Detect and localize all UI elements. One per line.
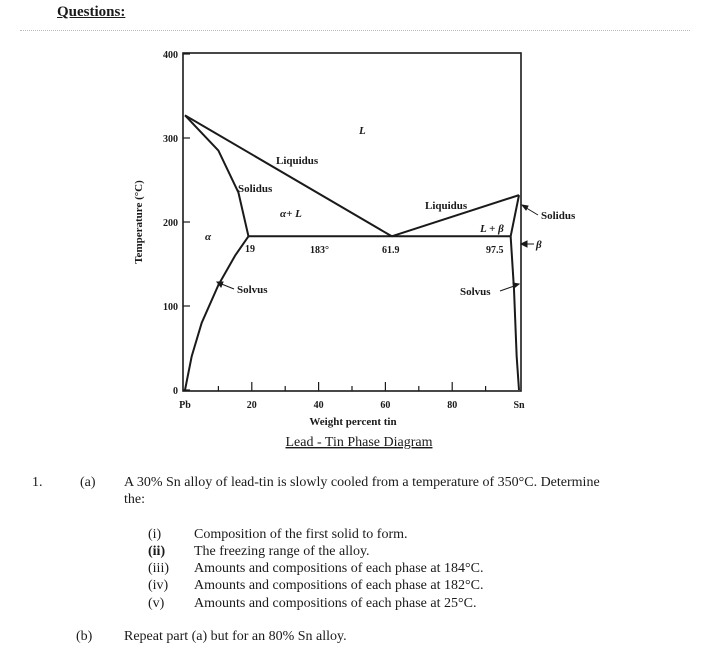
item-number: (v) [148,596,165,611]
eutectic-temperature-value: 183° [310,245,329,256]
x-tick-label: 20 [246,400,257,411]
item-text: The freezing range of the alloy. [194,544,370,559]
part-a-text-line1: A 30% Sn alloy of lead-tin is slowly cooled from a temperature of 350°C. Determine [124,475,600,490]
alpha-region-label: α [205,231,212,243]
part-b-label: (b) [76,629,93,644]
plot-frame [183,53,521,391]
y-axis-label: Temperature (°C) [133,180,145,264]
y-tick-label: 200 [163,218,178,229]
beta-eutectic-value: 97.5 [486,245,504,256]
y-tick-label: 100 [163,302,178,313]
part-a-text-line2: the: [124,492,145,507]
solidus-right-label: Solidus [541,210,576,222]
beta-region-label: β [536,239,542,251]
item-number: (iv) [148,578,169,593]
x-tick-label: Pb [179,400,191,411]
phase-boundary-line [511,236,519,390]
questions-heading: Questions: [57,4,126,20]
phase-boundaries [185,115,519,390]
question-number: 1. [32,475,43,490]
solvus-right-label: Solvus [460,286,491,298]
item-number: (iii) [148,561,169,576]
x-tick-label: 80 [447,400,458,411]
x-tick-label: 40 [313,400,324,411]
phase-boundary-line [185,236,248,390]
item-text: Composition of the first solid to form. [194,527,408,542]
liquid-region-label: L [359,125,366,137]
item-text: Amounts and compositions of each phase at 182°C. [194,578,484,593]
eutectic-composition-value: 61.9 [382,245,400,256]
figure-caption: Lead - Tin Phase Diagram [285,435,433,450]
liquidus-left-label: Liquidus [276,155,319,167]
x-axis-label: Weight percent tin [309,416,397,428]
liquidus-right-label: Liquidus [425,200,468,212]
item-number: (i) [148,527,162,542]
solvus-right-arrowhead [513,283,519,288]
beta-arrowhead [521,241,527,247]
item-text: Amounts and compositions of each phase at 25°C. [194,596,477,611]
item-text: Amounts and compositions of each phase at 184°C. [194,561,484,576]
y-tick-label: 400 [163,50,178,61]
x-tick-label: Sn [513,400,525,411]
item-number: (ii) [148,544,166,559]
liquid-plus-beta-label: L + β [480,223,504,235]
y-tick-label: 0 [173,386,178,397]
y-tick-label: 300 [163,134,178,145]
alpha-eutectic-value: 19 [245,244,255,255]
alpha-plus-liquid-label: α+ L [280,208,302,220]
solvus-left-label: Solvus [237,284,268,296]
solidus-right-arrowhead [522,205,528,210]
part-a-label: (a) [80,475,96,490]
phase-boundary-line [511,195,519,236]
x-tick-label: 60 [380,400,391,411]
solidus-left-label: Solidus [238,183,273,195]
x-axis-ticks [179,382,525,411]
y-axis-ticks [163,50,190,397]
part-b-text: Repeat part (a) but for an 80% Sn alloy. [124,629,347,644]
